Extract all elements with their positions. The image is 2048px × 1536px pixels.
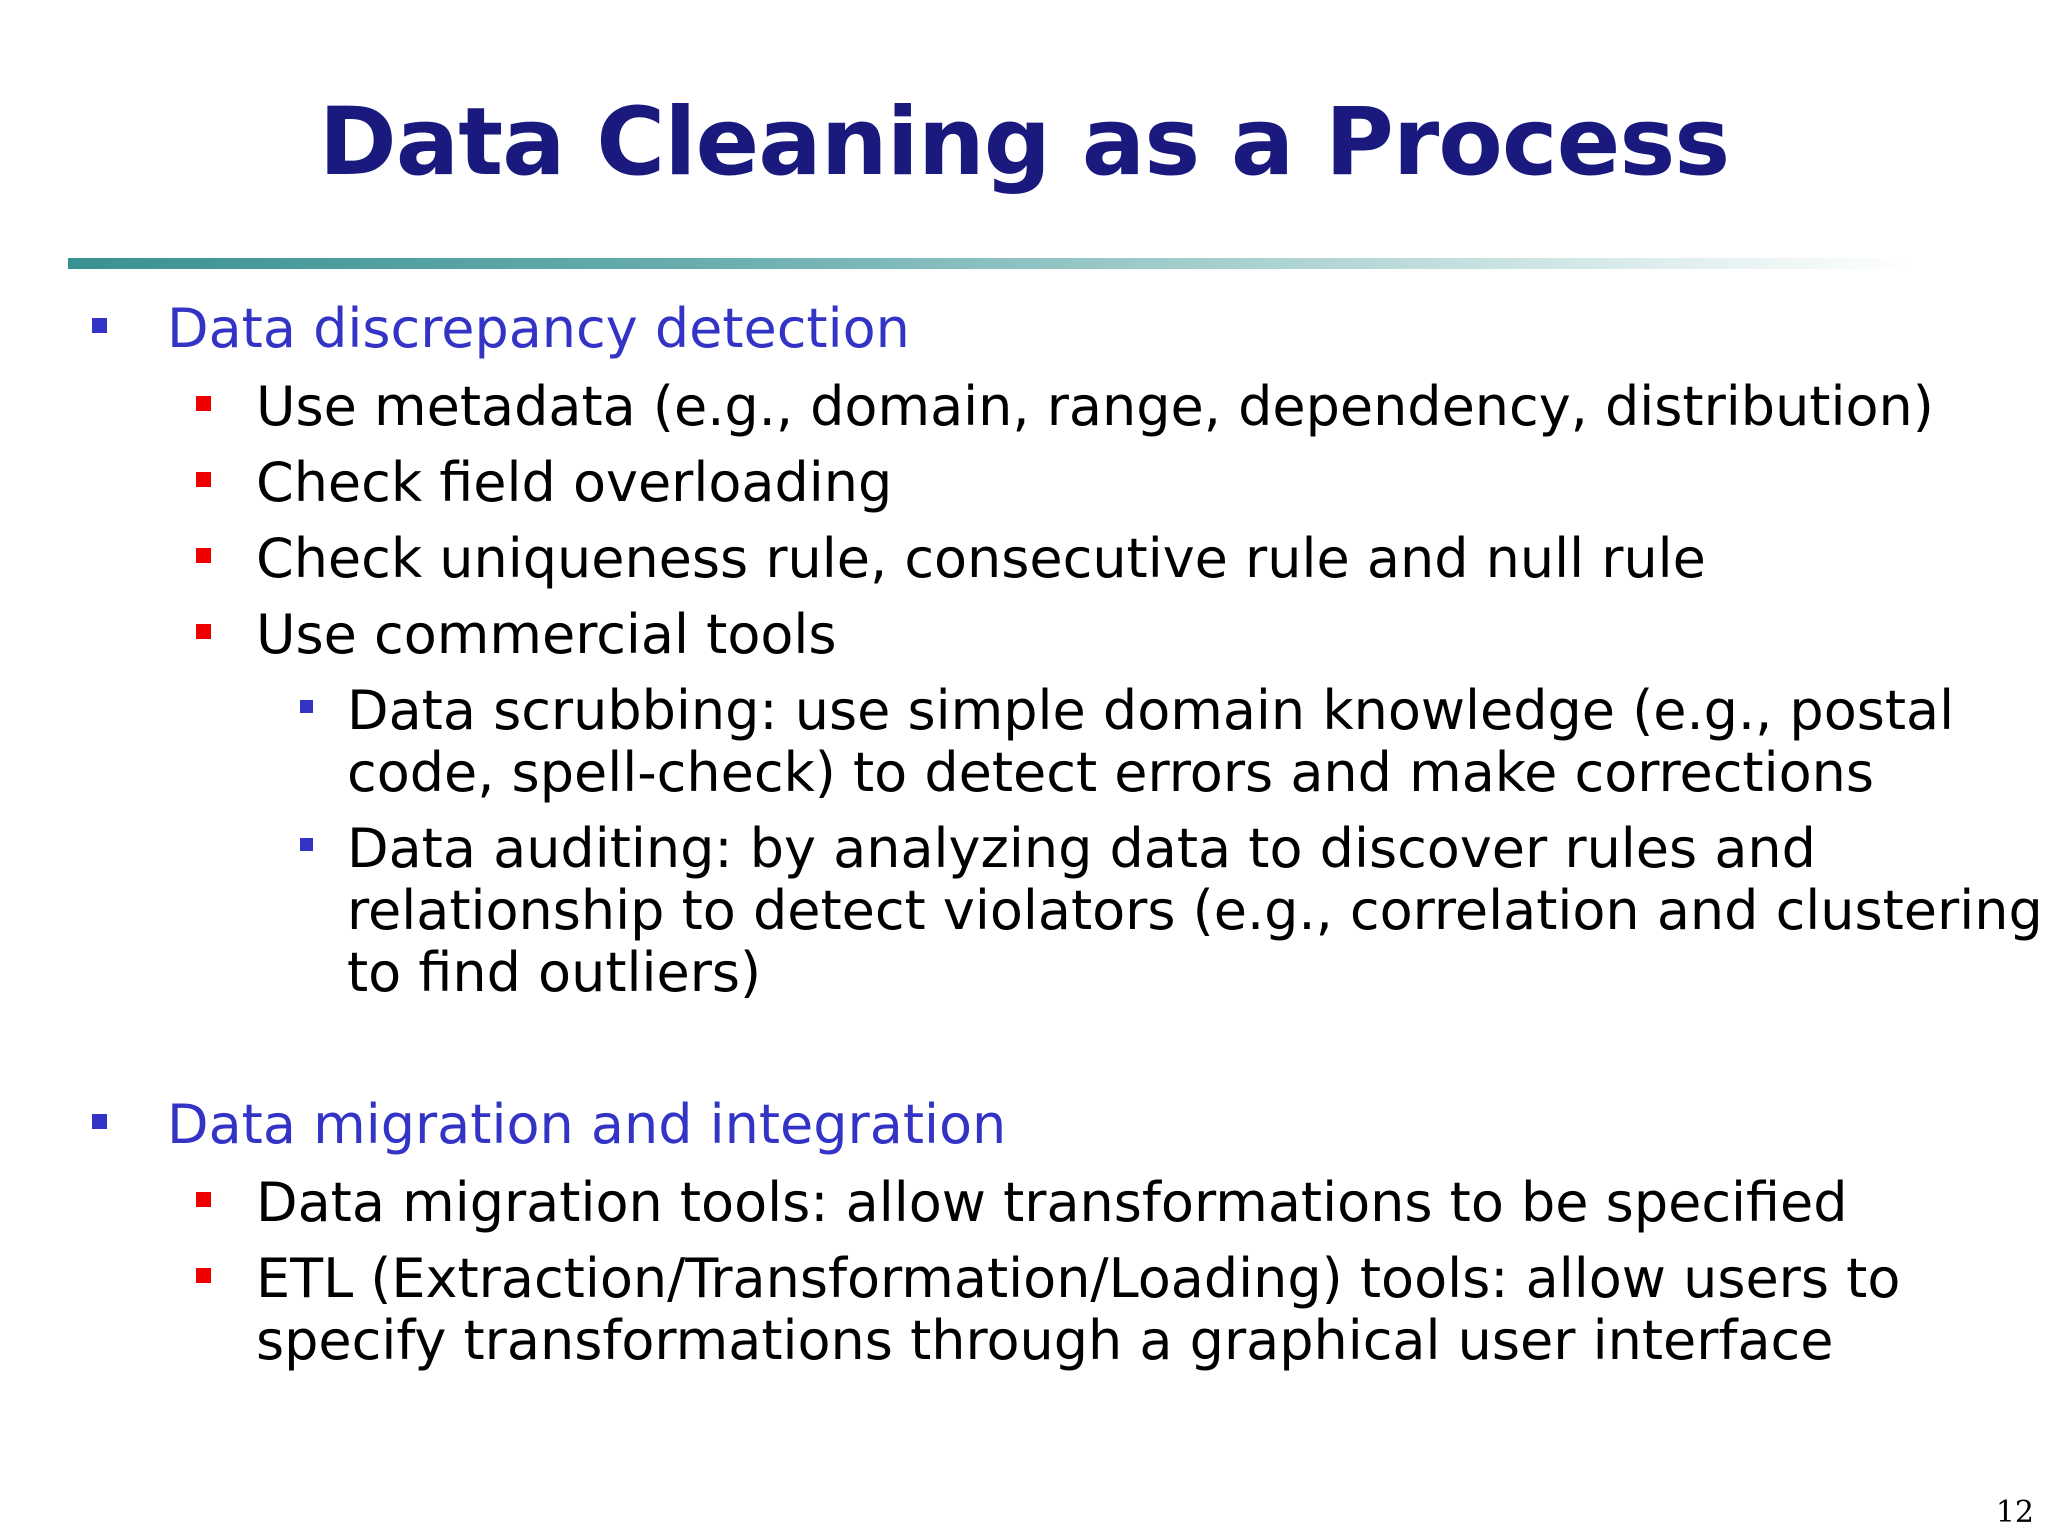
slide-title: Data Cleaning as a Process (318, 88, 1730, 197)
list-item: Data scrubbing: use simple domain knowledge (e.g., postal (347, 679, 1955, 742)
list-item: relationship to detect violators (e.g., correlation and clustering (347, 879, 2043, 942)
bullet-square-icon (196, 1268, 211, 1283)
bullet-square-icon (300, 838, 313, 851)
section-heading: Data discrepancy detection (167, 297, 910, 360)
list-item: to find outliers) (347, 941, 762, 1004)
list-item: specify transformations through a graphical user interface (256, 1309, 1834, 1372)
list-item: Check field overloading (256, 451, 893, 514)
page-number: 12 (1995, 1495, 2034, 1530)
bullet-square-icon (92, 318, 107, 333)
list-item: Data migration tools: allow transformations to be specified (256, 1171, 1848, 1234)
list-item: Use commercial tools (256, 603, 837, 666)
list-item: Data auditing: by analyzing data to discover rules and (347, 817, 1816, 880)
list-item: Check uniqueness rule, consecutive rule and null rule (256, 527, 1706, 590)
bullet-square-icon (300, 700, 313, 713)
section-heading: Data migration and integration (167, 1093, 1007, 1156)
bullet-square-icon (196, 396, 211, 411)
bullet-square-icon (196, 624, 211, 639)
bullet-square-icon (196, 472, 211, 487)
list-item: code, spell-check) to detect errors and make corrections (347, 741, 1875, 804)
list-item: Use metadata (e.g., domain, range, dependency, distribution) (256, 375, 1934, 438)
bullet-square-icon (196, 1192, 211, 1207)
list-item: ETL (Extraction/Transformation/Loading) tools: allow users to (256, 1247, 1901, 1310)
bullet-square-icon (92, 1114, 107, 1129)
bullet-square-icon (196, 548, 211, 563)
